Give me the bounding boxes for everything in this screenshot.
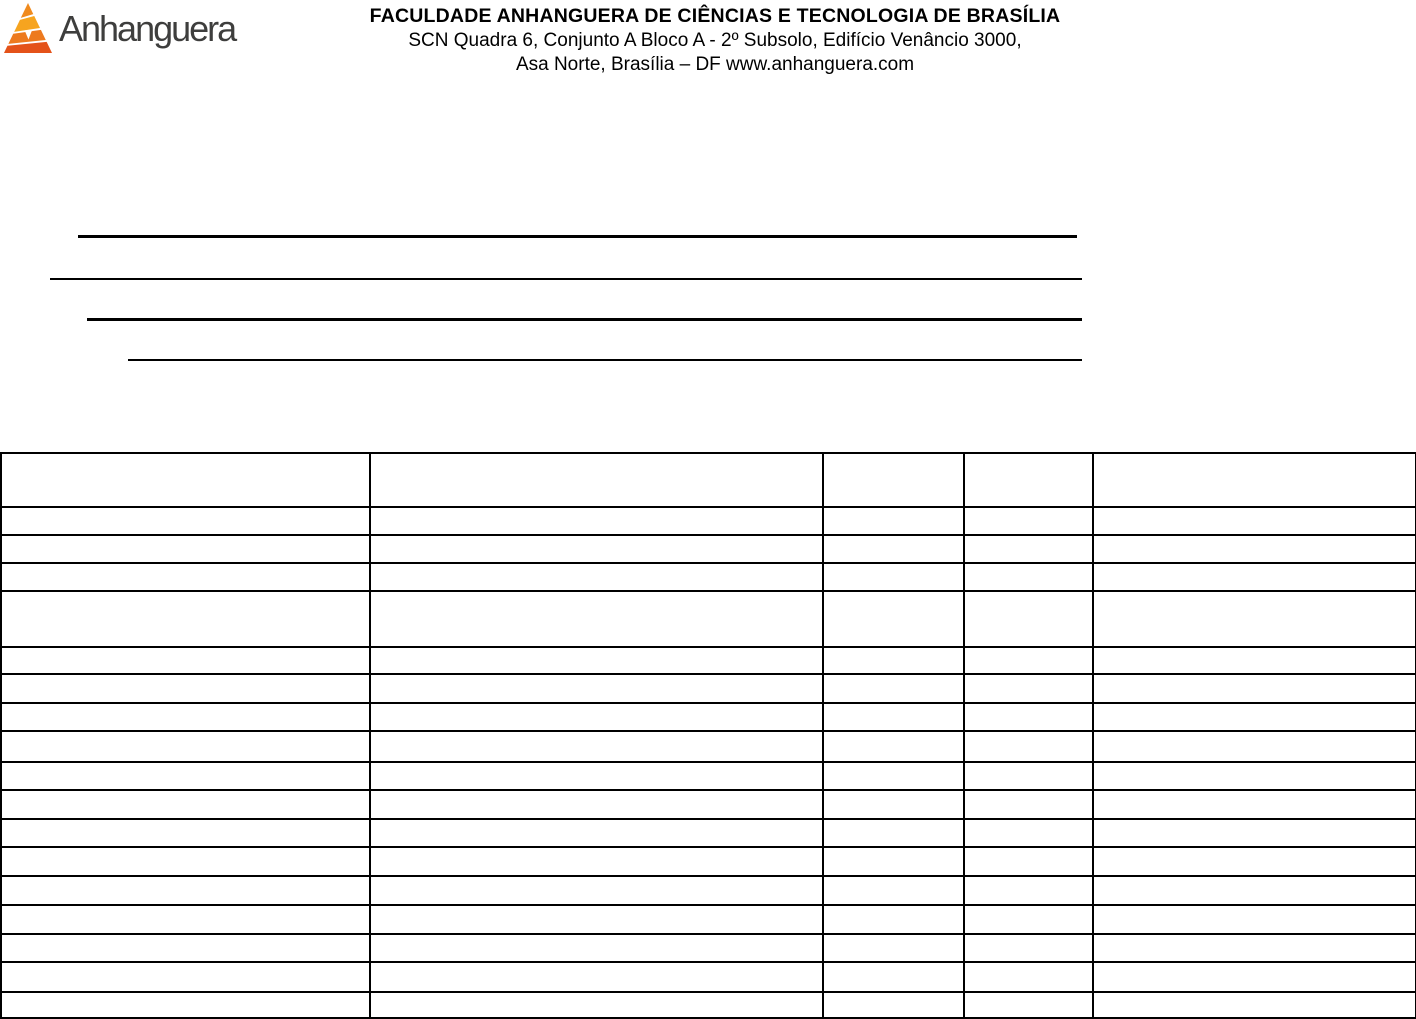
form-table-body [1,453,1416,1018]
table-cell [1093,674,1416,703]
table-header-cell [1093,453,1416,507]
table-cell [370,591,823,647]
table-cell [823,507,964,535]
table-cell [1,591,370,647]
table-cell [1093,847,1416,876]
table-row [1,507,1416,535]
table-cell [1,674,370,703]
table-row [1,647,1416,674]
table-row [1,905,1416,934]
table-cell [823,905,964,934]
table-cell [964,674,1093,703]
table-row [1,563,1416,591]
table-cell [823,674,964,703]
table-cell [370,934,823,962]
table-cell [823,847,964,876]
table-cell [370,847,823,876]
table-header-cell [823,453,964,507]
table-cell [1,563,370,591]
table-row [1,731,1416,762]
table-cell [370,762,823,790]
table-cell [1093,819,1416,847]
table-cell [823,762,964,790]
table-cell [1,703,370,731]
brand-text: Anhanguera [59,8,236,49]
table-cell [1,934,370,962]
table-cell [370,647,823,674]
table-header-row [1,453,1416,507]
table-cell [964,934,1093,962]
letterhead [340,4,1090,77]
table-cell [370,992,823,1018]
table-cell [1,992,370,1018]
table-cell [1,790,370,819]
table-cell [964,905,1093,934]
institution-name: FACULDADE ANHANGUERA DE CIÊNCIAS E TECNOLOGIA DE BRASÍLIA [369,5,1061,27]
table-row [1,674,1416,703]
table-cell [1093,647,1416,674]
address-line-2: Asa Norte, Brasília – DF www.anhanguera.com [515,54,915,75]
table-cell [823,563,964,591]
table-cell [964,731,1093,762]
form-table [0,452,1416,1019]
table-cell [370,563,823,591]
table-cell [1,847,370,876]
table-cell [964,535,1093,563]
table-cell [1,731,370,762]
table-cell [1093,992,1416,1018]
table-cell [1,507,370,535]
table-cell [1,962,370,992]
table-cell [1093,962,1416,992]
address-line-1: SCN Quadra 6, Conjunto A Bloco A - 2º Subsolo, Edifício Venâncio 3000, [408,30,1022,51]
table-cell [964,790,1093,819]
table-cell [964,507,1093,535]
table-row [1,847,1416,876]
table-cell [1,819,370,847]
table-cell [964,703,1093,731]
table-row [1,762,1416,790]
table-cell [964,962,1093,992]
table-cell [1093,703,1416,731]
blank-field-line-1 [78,235,1077,238]
table-cell [1093,535,1416,563]
table-cell [823,819,964,847]
table-cell [964,819,1093,847]
table-cell [1,762,370,790]
table-row [1,703,1416,731]
table-row [1,535,1416,563]
table-cell [1,905,370,934]
table-row [1,591,1416,647]
table-cell [1093,731,1416,762]
table-cell [823,992,964,1018]
anhanguera-triangle-icon [4,2,52,54]
table-cell [370,962,823,992]
table-cell [964,563,1093,591]
table-cell [1093,507,1416,535]
table-cell [1093,762,1416,790]
table-row [1,876,1416,905]
table-header-cell [1,453,370,507]
table-row [1,992,1416,1018]
table-cell [1,535,370,563]
table-row [1,819,1416,847]
table-cell [964,876,1093,905]
table-cell [823,934,964,962]
table-row [1,934,1416,962]
table-cell [1093,790,1416,819]
table-cell [1093,905,1416,934]
table-cell [1093,876,1416,905]
table-cell [370,507,823,535]
table-header-cell [964,453,1093,507]
table-cell [370,535,823,563]
table-cell [370,876,823,905]
blank-field-line-4 [128,359,1082,361]
table-header-cell [370,453,823,507]
table-cell [370,674,823,703]
blank-field-line-2 [50,278,1082,280]
table-cell [370,790,823,819]
table-cell [964,847,1093,876]
table-cell [964,591,1093,647]
table-cell [370,731,823,762]
table-cell [823,647,964,674]
table-cell [1,876,370,905]
table-cell [823,591,964,647]
table-cell [964,647,1093,674]
blank-field-line-3 [87,318,1082,321]
table-cell [823,703,964,731]
table-cell [823,876,964,905]
table-cell [370,905,823,934]
table-cell [1,647,370,674]
table-cell [823,962,964,992]
table-row [1,790,1416,819]
table-cell [823,535,964,563]
table-cell [1093,563,1416,591]
table-cell [370,819,823,847]
table-cell [1093,934,1416,962]
table-cell [1093,591,1416,647]
table-cell [823,790,964,819]
table-cell [964,992,1093,1018]
table-cell [964,762,1093,790]
table-row [1,962,1416,992]
anhanguera-logo [4,0,235,56]
table-cell [370,703,823,731]
table-cell [823,731,964,762]
